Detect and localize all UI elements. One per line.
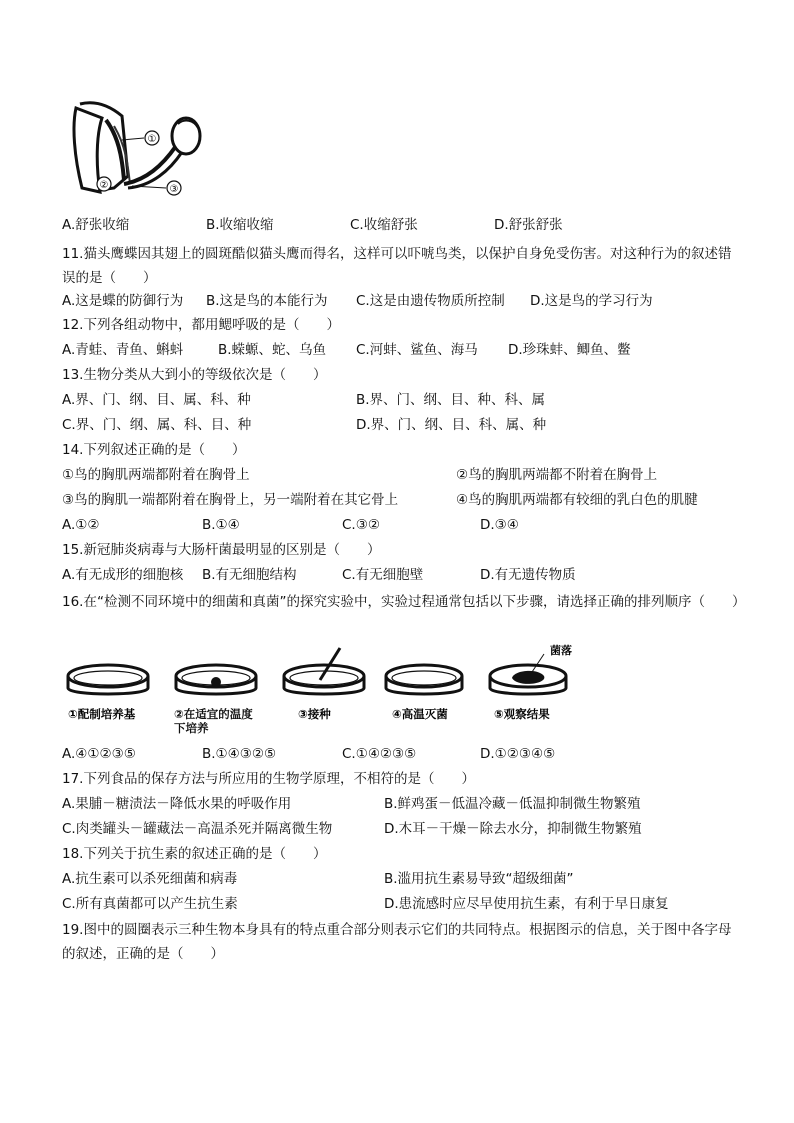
- arm-label-1: ①: [147, 134, 157, 145]
- dish-2: [176, 665, 256, 694]
- step-label-4: ④高温灭菌: [392, 707, 448, 721]
- q14-statement-1: ①鸟的胸肌两端都附着在胸骨上: [62, 467, 250, 483]
- q15-stem: 15.新冠肺炎病毒与大肠杆菌最明显的区别是（ ）: [62, 542, 381, 558]
- step-label-5: ⑤观察结果: [494, 707, 550, 721]
- q18-stem: 18.下列关于抗生素的叙述正确的是（ ）: [62, 846, 327, 862]
- dish-3: [284, 648, 364, 694]
- q14-option-c: C.③②: [342, 517, 380, 533]
- q12-option-a: A.青蛙、青鱼、蝌蚪: [62, 342, 184, 358]
- q12-option-d: D.珍珠蚌、鲫鱼、鳖: [508, 342, 631, 358]
- q18-option-b: B.滥用抗生素易导致“超级细菌”: [384, 871, 574, 887]
- q12-option-b: B.蝾螈、蛇、乌鱼: [218, 342, 327, 358]
- dish-4: [386, 665, 462, 694]
- q14-statement-3: ③鸟的胸肌一端都附着在胸骨上，另一端附着在其它骨上: [62, 492, 399, 508]
- q11-option-c: C.这是由遗传物质所控制: [356, 293, 505, 309]
- q15-option-c: C.有无细胞壁: [342, 567, 424, 583]
- q17-option-b: B.鲜鸡蛋－低温冷藏－低温抑制微生物繁殖: [384, 796, 641, 812]
- petri-dish-steps-diagram: [62, 640, 582, 738]
- q16-option-d: D.①②③④⑤: [480, 746, 556, 762]
- arm-label-3: ③: [169, 184, 179, 195]
- q13-option-d: D.界、门、纲、目、科、属、种: [356, 417, 547, 433]
- q14-statement-2: ②鸟的胸肌两端都不附着在胸骨上: [456, 467, 658, 483]
- q14-option-b: B.①④: [202, 517, 240, 533]
- q18-option-d: D.患流感时应尽早使用抗生素，有利于早日康复: [384, 896, 669, 912]
- q12-option-c: C.河蚌、鲨鱼、海马: [356, 342, 478, 358]
- q19-stem: 19.图中的圆圈表示三种生物本身具有的特点重合部分则表示它们的共同特点。根据图示的信息，关于图中各字母的叙述，正确的是（ ）: [62, 922, 732, 962]
- q10-option-c: C.收缩舒张: [350, 217, 418, 233]
- q13-option-a: A.界、门、纲、目、属、科、种: [62, 392, 251, 408]
- q16-stem: 16.在“检测不同环境中的细菌和真菌”的探究实验中，实验过程通常包括以下步骤，请选择正确的排列顺序（ ）: [62, 594, 746, 610]
- q17-option-a: A.果脯－糖渍法－降低水果的呼吸作用: [62, 796, 292, 812]
- q11-option-a: A.这是蝶的防御行为: [62, 293, 184, 309]
- q17-option-c: C.肉类罐头－罐藏法－高温杀死并隔离微生物: [62, 821, 333, 837]
- q11-option-d: D.这是鸟的学习行为: [530, 293, 653, 309]
- q14-option-a: A.①②: [62, 517, 100, 533]
- q11-stem: 11.猫头鹰蝶因其翅上的圆斑酷似猫头鹰而得名，这样可以吓唬鸟类，以保护自身免受伤害。对这种行为的叙述错误的是（ ）: [62, 246, 732, 286]
- arm-muscle-diagram: [66, 96, 206, 200]
- q16-option-a: A.④①②③⑤: [62, 746, 136, 762]
- q15-option-b: B.有无细胞结构: [202, 567, 297, 583]
- q15-option-d: D.有无遗传物质: [480, 567, 576, 583]
- q16-option-c: C.①④②③⑤: [342, 746, 417, 762]
- q10-option-a: A.舒张收缩: [62, 217, 130, 233]
- q13-option-b: B.界、门、纲、目、种、科、属: [356, 392, 546, 408]
- q18-option-a: A.抗生素可以杀死细菌和病毒: [62, 871, 238, 887]
- q16-option-b: B.①④③②⑤: [202, 746, 277, 762]
- q11-option-b: B.这是鸟的本能行为: [206, 293, 328, 309]
- q14-statement-4: ④鸟的胸肌两端都有较细的乳白色的肌腱: [456, 492, 698, 508]
- q10-option-d: D.舒张舒张: [494, 217, 563, 233]
- q17-stem: 17.下列食品的保存方法与所应用的生物学原理，不相符的是（ ）: [62, 771, 475, 787]
- step-label-3: ③接种: [298, 707, 331, 721]
- colony-label: 菌落: [550, 644, 572, 657]
- q18-option-c: C.所有真菌都可以产生抗生素: [62, 896, 238, 912]
- q17-option-d: D.木耳－干燥－除去水分，抑制微生物繁殖: [384, 821, 642, 837]
- q13-option-c: C.界、门、纲、属、科、目、种: [62, 417, 252, 433]
- q14-option-d: D.③④: [480, 517, 519, 533]
- q15-option-a: A.有无成形的细胞核: [62, 567, 184, 583]
- q13-stem: 13.生物分类从大到小的等级依次是（ ）: [62, 367, 327, 383]
- arm-label-2: ②: [99, 180, 109, 191]
- q14-stem: 14.下列叙述正确的是（ ）: [62, 442, 246, 458]
- q12-stem: 12.下列各组动物中，都用鳃呼吸的是（ ）: [62, 317, 340, 333]
- dish-1: [68, 665, 148, 694]
- step-label-2-text: ②在适宜的温度下培养: [174, 707, 253, 735]
- q10-option-b: B.收缩收缩: [206, 217, 274, 233]
- step-label-1: ①配制培养基: [68, 707, 136, 721]
- dish-5: [490, 643, 572, 694]
